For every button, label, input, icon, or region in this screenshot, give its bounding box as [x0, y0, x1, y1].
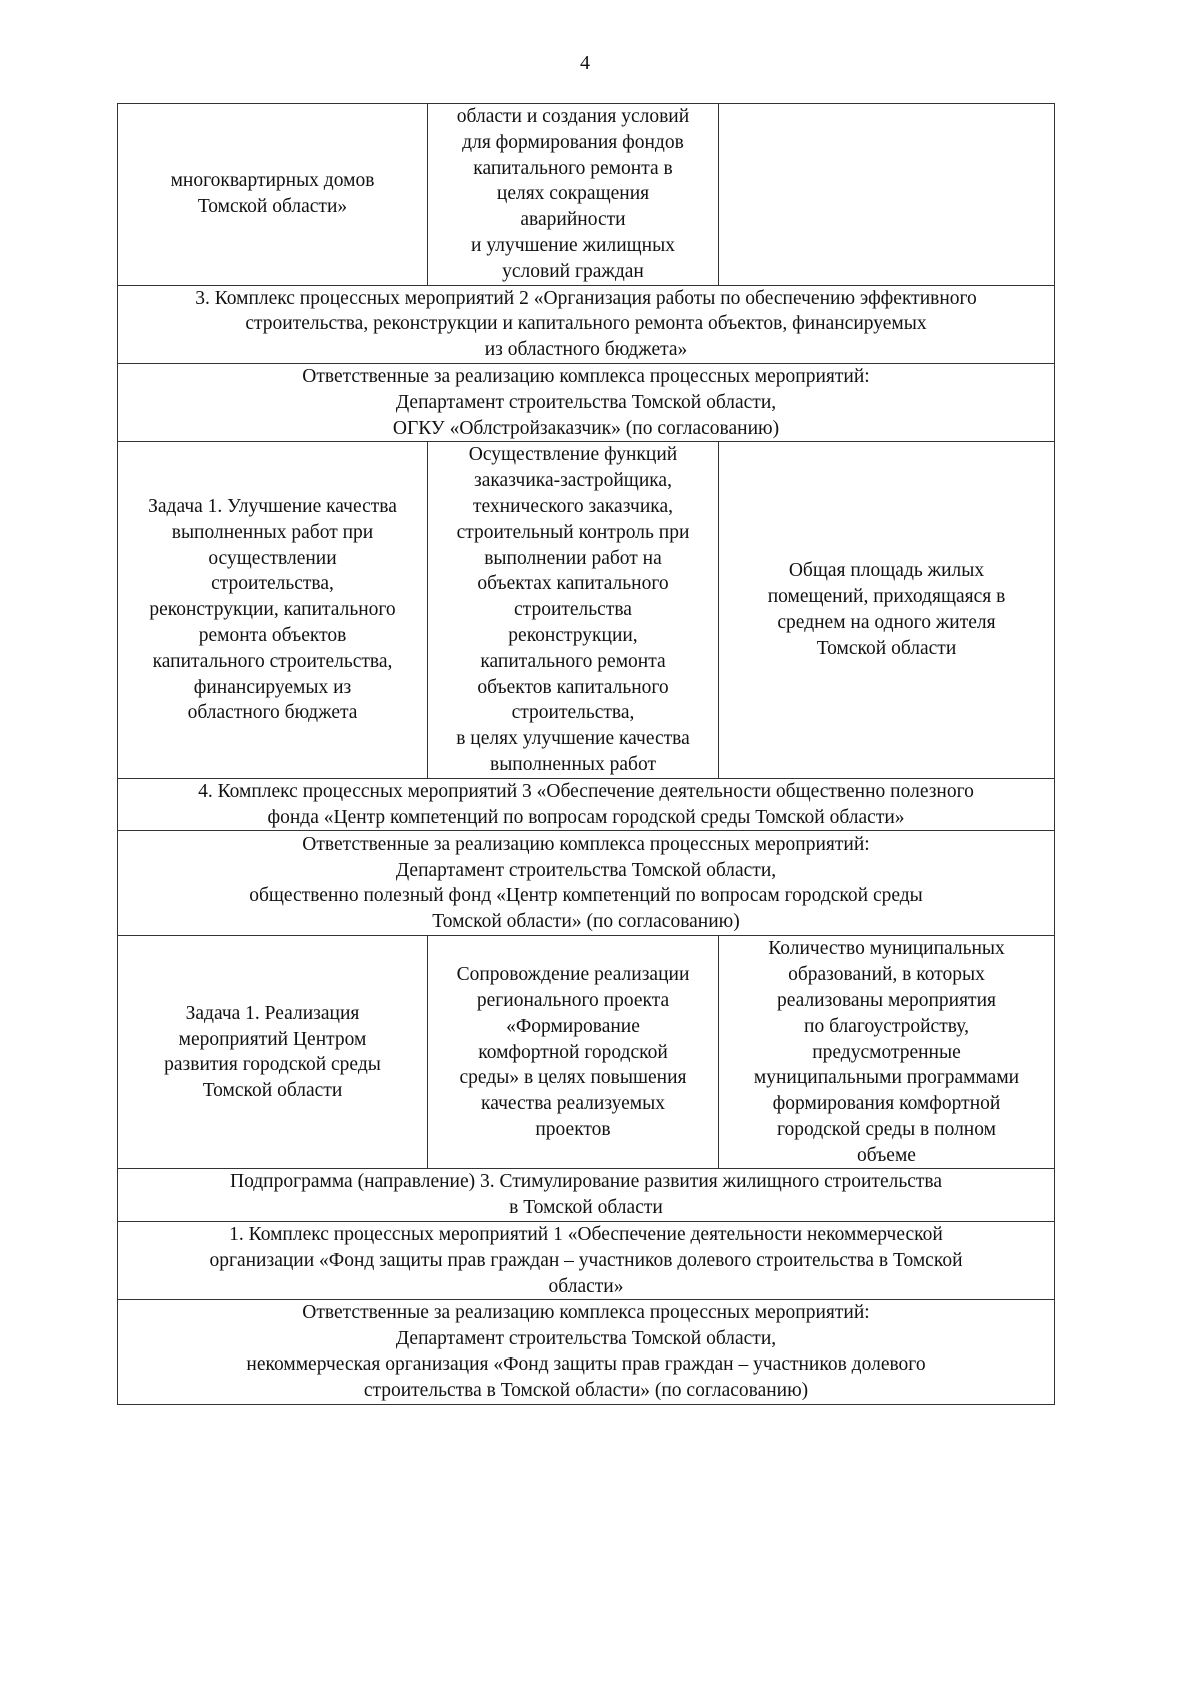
text-line: фонда «Центр компетенций по вопросам городской среды Томской области»	[267, 806, 905, 828]
section-cell	[118, 285, 1055, 363]
section-row	[118, 285, 1055, 363]
text-line: Задача 1. Улучшение качества	[148, 495, 397, 517]
section-row	[118, 778, 1055, 831]
text-line: городской среды в полном	[777, 1118, 996, 1140]
section-cell	[118, 363, 1055, 441]
text-line: предусмотренные	[812, 1041, 961, 1063]
text-line: технического заказчика,	[473, 495, 673, 517]
text-line: для формирования фондов	[462, 131, 684, 153]
text-line: мероприятий Центром	[178, 1028, 367, 1050]
text-line: Задача 1. Реализация	[185, 1002, 360, 1024]
text-line: по благоустройству,	[804, 1015, 969, 1037]
indicator-cell	[719, 442, 1055, 778]
text-line: некоммерческая организация «Фонд защиты прав граждан – участников долевого	[246, 1354, 926, 1376]
text-line: выполненных работ	[490, 753, 656, 775]
text-line: финансируемых из	[193, 676, 352, 698]
text-line: строительства в Томской области» (по согласованию)	[363, 1379, 809, 1401]
text-line: строительный контроль при	[456, 521, 690, 543]
text-line: Департамент строительства Томской области,	[395, 1328, 777, 1350]
section-row	[118, 1169, 1055, 1222]
text-line: капитального строительства,	[152, 650, 393, 672]
section-cell	[118, 778, 1055, 831]
text-line: Ответственные за реализацию комплекса процессных мероприятий:	[302, 365, 870, 387]
text-line: строительства	[514, 599, 632, 621]
section-cell	[118, 1222, 1055, 1300]
text-line: Общая площадь жилых	[788, 560, 985, 582]
section-row	[118, 1300, 1055, 1404]
text-line: общественно полезный фонд «Центр компетенций по вопросам городской среды	[249, 885, 923, 907]
section-row	[118, 1222, 1055, 1300]
text-line: Департамент строительства Томской области,	[395, 859, 777, 881]
text-line: реализованы мероприятия	[776, 989, 996, 1011]
text-line: аварийности	[520, 209, 626, 231]
text-line: Ответственные за реализацию комплекса процессных мероприятий:	[302, 833, 870, 855]
task-cell	[118, 936, 428, 1169]
text-line: среды» в целях повышения	[459, 1067, 687, 1089]
task-row	[118, 442, 1055, 778]
text-line: целях сокращения	[496, 183, 650, 205]
text-line: ОГКУ «Облстройзаказчик» (по согласованию)	[392, 417, 780, 439]
section-cell	[118, 1300, 1055, 1404]
page-number: 4	[580, 52, 590, 74]
text-line: выполненных работ при	[171, 521, 374, 543]
text-line: проектов	[535, 1118, 611, 1140]
task-cell	[118, 104, 428, 286]
text-line: Ответственные за реализацию комплекса процессных мероприятий:	[302, 1302, 870, 1324]
text-line: условий граждан	[502, 260, 644, 282]
text-line: капитального ремонта в	[473, 157, 673, 179]
task-cell	[118, 442, 428, 778]
section-row	[118, 363, 1055, 441]
section-cell	[118, 831, 1055, 936]
text-line: объеме	[857, 1144, 916, 1166]
text-line: комфортной городской	[478, 1041, 668, 1063]
text-line: из областного бюджета»	[484, 339, 688, 361]
section-cell	[118, 1169, 1055, 1222]
text-line: реконструкции, капитального	[149, 599, 396, 621]
text-line: многоквартирных домов	[170, 170, 375, 192]
task-row	[118, 104, 1055, 286]
task-row	[118, 936, 1055, 1169]
text-line: 1. Комплекс процессных мероприятий 1 «Обеспечение деятельности некоммерческой	[229, 1224, 943, 1246]
text-line: выполнении работ на	[484, 547, 662, 569]
text-line: организации «Фонд защиты прав граждан – участников долевого строительства в Томской	[209, 1249, 963, 1271]
text-line: в Томской области	[509, 1197, 663, 1219]
indicator-cell	[719, 936, 1055, 1169]
activity-cell	[428, 936, 719, 1169]
text-line: Департамент строительства Томской области,	[395, 391, 777, 413]
text-line: в целях улучшение качества	[456, 728, 690, 750]
text-line: области»	[548, 1275, 624, 1297]
program-table	[117, 103, 1055, 1405]
text-line: реконструкции,	[508, 624, 638, 646]
activity-cell	[428, 104, 719, 286]
text-line: Подпрограмма (направление) 3. Стимулирование развития жилищного строительства	[229, 1171, 943, 1193]
text-line: объектов капитального	[477, 676, 669, 698]
text-line: образований, в которых	[788, 964, 985, 986]
text-line: Томской области	[202, 1080, 343, 1102]
section-row	[118, 831, 1055, 936]
text-line: строительства,	[511, 702, 635, 724]
text-line: объектах капитального	[477, 573, 669, 595]
text-line: ремонта объектов	[198, 624, 347, 646]
text-line: Томской области» (по согласованию)	[432, 911, 740, 933]
text-line: капитального ремонта	[480, 650, 666, 672]
text-line: областного бюджета	[187, 702, 358, 724]
text-line: заказчика-застройщика,	[474, 470, 672, 492]
text-line: «Формирование	[506, 1015, 640, 1037]
indicator-cell	[719, 104, 1055, 286]
text-line: осуществлении	[208, 547, 337, 569]
text-line: качества реализуемых	[481, 1093, 665, 1115]
text-line: Томской области	[816, 637, 957, 659]
text-line: Осуществление функций	[468, 444, 678, 466]
text-line: формирования комфортной	[772, 1093, 1001, 1115]
text-line: среднем на одного жителя	[777, 612, 996, 634]
text-line: Сопровождение реализации	[456, 964, 690, 986]
text-line: помещений, приходящаяся в	[767, 586, 1006, 608]
text-line: регионального проекта	[476, 989, 670, 1011]
text-line: Количество муниципальных	[768, 938, 1005, 960]
text-line: развития городской среды	[164, 1054, 381, 1076]
text-line: строительства, реконструкции и капитального ремонта объектов, финансируемых	[245, 313, 927, 335]
text-line: 3. Комплекс процессных мероприятий 2 «Организация работы по обеспечению эффективного	[195, 287, 977, 309]
text-line: 4. Комплекс процессных мероприятий 3 «Обеспечение деятельности общественно полезного	[198, 780, 974, 802]
activity-cell	[428, 442, 719, 778]
text-line: области и создания условий	[456, 106, 690, 127]
text-line: Томской области»	[197, 196, 348, 218]
text-line: и улучшение жилищных	[471, 234, 675, 256]
text-line: муниципальными программами	[753, 1067, 1020, 1089]
text-line: строительства,	[211, 573, 334, 595]
